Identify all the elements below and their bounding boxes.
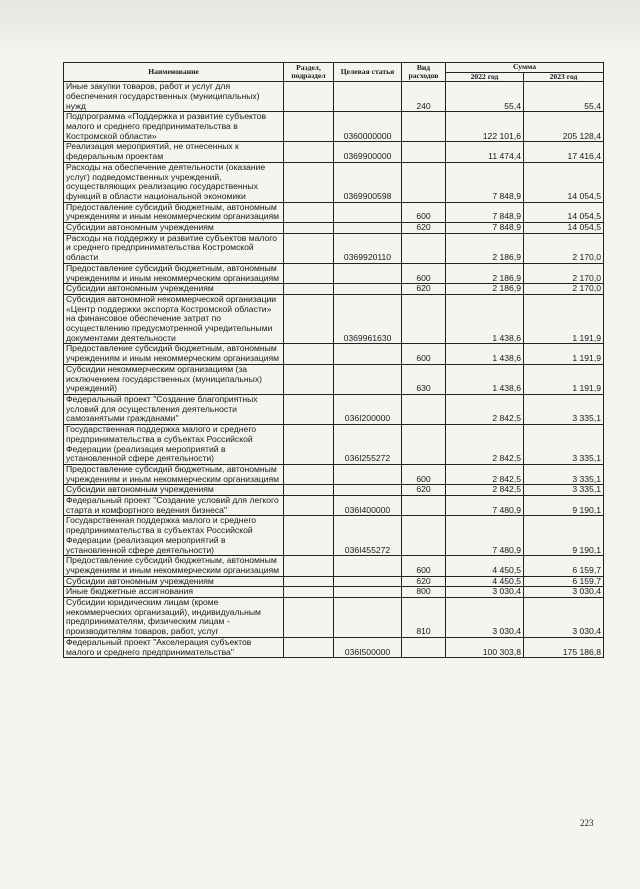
header-vid: Вид расходов [402,63,446,82]
row-name: Субсидии некоммерческим организациям (за исключением государственных (муниципальных) учреждений) [64,364,284,394]
table-row [64,637,604,657]
row-sum-2023: 6 159,7 [524,556,604,576]
row-razdel [284,142,334,162]
header-target: Целевая статья [334,63,402,82]
row-razdel [284,598,334,638]
row-sum-2022: 1 438,6 [446,344,524,364]
row-razdel [284,394,334,424]
header-row-1 [64,63,604,73]
row-sum-2022: 2 186,9 [446,263,524,283]
row-sum-2022: 2 186,9 [446,233,524,263]
row-name: Субсидии автономным учреждениям [64,576,284,587]
row-sum-2023: 9 190,1 [524,516,604,556]
row-razdel [284,162,334,202]
row-sum-2023: 1 191,9 [524,344,604,364]
row-sum-2023: 3 335,1 [524,485,604,496]
table-row [64,496,604,516]
row-target-code [334,202,402,222]
row-sum-2022: 3 030,4 [446,587,524,598]
row-razdel [284,202,334,222]
row-target-code [334,587,402,598]
row-name: Расходы на поддержку и развитие субъектов малого и среднего предпринимательства Костромской области [64,233,284,263]
row-razdel [284,556,334,576]
row-target-code: 0360000000 [334,112,402,142]
row-sum-2023: 55,4 [524,82,604,112]
table-row [64,485,604,496]
row-vid: 600 [402,263,446,283]
row-razdel [284,496,334,516]
table-row [64,394,604,424]
row-sum-2023: 3 335,1 [524,425,604,465]
row-vid: 600 [402,556,446,576]
row-target-code: 036I200000 [334,394,402,424]
row-sum-2023: 14 054,5 [524,223,604,234]
row-name: Субсидия автономной некоммерческой организации «Центр поддержки экспорта Костромской области» на финансовое обеспечение затрат по осуществлению предусмотренной учредительными документами деятельности [64,294,284,344]
row-vid [402,425,446,465]
table-row [64,576,604,587]
table-row [64,464,604,484]
row-name: Предоставление субсидий бюджетным, автономным учреждениям и иным некоммерческим организациям [64,464,284,484]
row-target-code: 036I400000 [334,496,402,516]
row-name: Федеральный проект "Акселерация субъектов малого и среднего предпринимательства" [64,637,284,657]
row-sum-2023: 175 186,8 [524,637,604,657]
row-name: Подпрограмма «Поддержка и развитие субъектов малого и среднего предпринимательства в Костромской области» [64,112,284,142]
row-razdel [284,294,334,344]
row-target-code: 036I500000 [334,637,402,657]
row-sum-2022: 7 848,9 [446,202,524,222]
row-name: Субсидии юридическим лицам (кроме некоммерческих организаций), индивидуальным предпринимателям, физическим лицам - производителям товаров, работ, услуг [64,598,284,638]
row-razdel [284,364,334,394]
row-vid [402,637,446,657]
row-razdel [284,637,334,657]
row-name: Предоставление субсидий бюджетным, автономным учреждениям и иным некоммерческим организациям [64,556,284,576]
table-row [64,294,604,344]
row-vid: 600 [402,202,446,222]
row-target-code [334,344,402,364]
row-name: Предоставление субсидий бюджетным, автономным учреждениям и иным некоммерческим организациям [64,344,284,364]
table-row [64,233,604,263]
page-number: 223 [580,818,594,828]
row-name: Государственная поддержка малого и среднего предпринимательства в субъектах Российской Федерации (реализация мероприятий в установленной сфере деятельности) [64,425,284,465]
row-sum-2023: 3 335,1 [524,464,604,484]
budget-table [63,62,604,658]
row-razdel [284,576,334,587]
row-sum-2023: 1 191,9 [524,364,604,394]
row-razdel [284,284,334,295]
row-vid: 810 [402,598,446,638]
row-razdel [284,233,334,263]
row-sum-2023: 2 170,0 [524,284,604,295]
row-name: Субсидии автономным учреждениям [64,284,284,295]
header-razdel: Раздел, подраздел [284,63,334,82]
table-row [64,112,604,142]
row-vid: 800 [402,587,446,598]
row-target-code [334,464,402,484]
row-sum-2022: 2 842,5 [446,394,524,424]
row-name: Предоставление субсидий бюджетным, автономным учреждениям и иным некоммерческим организациям [64,202,284,222]
row-sum-2023: 3 335,1 [524,394,604,424]
row-razdel [284,344,334,364]
row-vid [402,394,446,424]
row-vid: 630 [402,364,446,394]
row-name: Иные бюджетные ассигнования [64,587,284,598]
row-sum-2022: 1 438,6 [446,364,524,394]
row-name: Иные закупки товаров, работ и услуг для обеспечения государственных (муниципальных) нужд [64,82,284,112]
row-vid: 240 [402,82,446,112]
row-sum-2022: 7 480,9 [446,496,524,516]
row-sum-2022: 2 842,5 [446,485,524,496]
table-row [64,142,604,162]
table-row [64,82,604,112]
row-vid: 620 [402,284,446,295]
row-target-code [334,284,402,295]
row-sum-2022: 2 842,5 [446,464,524,484]
row-name: Субсидии автономным учреждениям [64,223,284,234]
row-razdel [284,425,334,465]
row-target-code: 0369961630 [334,294,402,344]
row-sum-2023: 2 170,0 [524,233,604,263]
scan-noise [0,0,640,60]
row-sum-2023: 3 030,4 [524,598,604,638]
row-sum-2022: 7 848,9 [446,162,524,202]
table-row [64,202,604,222]
row-razdel [284,485,334,496]
row-target-code: 036I255272 [334,425,402,465]
table-row [64,364,604,394]
row-sum-2023: 205 128,4 [524,112,604,142]
row-razdel [284,263,334,283]
row-vid [402,233,446,263]
table-row [64,223,604,234]
row-sum-2022: 122 101,6 [446,112,524,142]
table-row [64,516,604,556]
row-target-code [334,556,402,576]
row-vid: 600 [402,464,446,484]
row-name: Федеральный проект "Создание благоприятных условий для осуществления деятельности самозанятыми гражданами" [64,394,284,424]
row-sum-2023: 14 054,5 [524,202,604,222]
row-name: Расходы на обеспечение деятельности (оказание услуг) подведомственных учреждений, осуществляющих реализацию государственных функций в области национальной экономики [64,162,284,202]
row-target-code [334,576,402,587]
header-year-2023: 2023 год [524,72,604,82]
row-razdel [284,112,334,142]
row-sum-2022: 7 480,9 [446,516,524,556]
row-razdel [284,516,334,556]
table-row [64,425,604,465]
row-sum-2022: 7 848,9 [446,223,524,234]
row-target-code [334,485,402,496]
row-vid [402,112,446,142]
row-name: Государственная поддержка малого и среднего предпринимательства в субъектах Российской Федерации (реализация мероприятий в установленной сфере деятельности) [64,516,284,556]
row-sum-2023: 14 054,5 [524,162,604,202]
header-name: Наименование [64,63,284,82]
row-vid: 620 [402,576,446,587]
row-sum-2022: 4 450,5 [446,556,524,576]
row-vid: 600 [402,344,446,364]
row-sum-2022: 2 186,9 [446,284,524,295]
row-vid [402,516,446,556]
header-sum: Сумма [446,63,604,73]
row-sum-2023: 17 416,4 [524,142,604,162]
row-razdel [284,587,334,598]
row-sum-2022: 3 030,4 [446,598,524,638]
row-name: Реализация мероприятий, не отнесенных к федеральным проектам [64,142,284,162]
row-sum-2022: 55,4 [446,82,524,112]
row-name: Субсидии автономным учреждениям [64,485,284,496]
row-target-code: 036I455272 [334,516,402,556]
table-row [64,556,604,576]
table-row [64,344,604,364]
row-name: Предоставление субсидий бюджетным, автономным учреждениям и иным некоммерческим организациям [64,263,284,283]
row-sum-2023: 9 190,1 [524,496,604,516]
row-target-code [334,223,402,234]
row-vid [402,294,446,344]
row-target-code: 0369920110 [334,233,402,263]
row-target-code [334,598,402,638]
row-sum-2022: 1 438,6 [446,294,524,344]
row-sum-2023: 6 159,7 [524,576,604,587]
row-sum-2022: 4 450,5 [446,576,524,587]
row-vid [402,142,446,162]
row-target-code [334,82,402,112]
row-target-code [334,263,402,283]
row-razdel [284,82,334,112]
table-body [64,82,604,658]
row-sum-2022: 11 474,4 [446,142,524,162]
row-name: Федеральный проект "Создание условий для легкого старта и комфортного ведения бизнеса" [64,496,284,516]
header-year-2022: 2022 год [446,72,524,82]
row-vid: 620 [402,485,446,496]
table-row [64,587,604,598]
row-target-code: 0369900598 [334,162,402,202]
row-sum-2022: 100 303,8 [446,637,524,657]
row-sum-2023: 2 170,0 [524,263,604,283]
row-sum-2022: 2 842,5 [446,425,524,465]
row-target-code [334,364,402,394]
table-row [64,598,604,638]
row-vid: 620 [402,223,446,234]
row-vid [402,496,446,516]
table-row [64,162,604,202]
table-row [64,263,604,283]
row-vid [402,162,446,202]
row-target-code: 0369900000 [334,142,402,162]
row-razdel [284,223,334,234]
table-row [64,284,604,295]
row-sum-2023: 1 191,9 [524,294,604,344]
row-sum-2023: 3 030,4 [524,587,604,598]
row-razdel [284,464,334,484]
